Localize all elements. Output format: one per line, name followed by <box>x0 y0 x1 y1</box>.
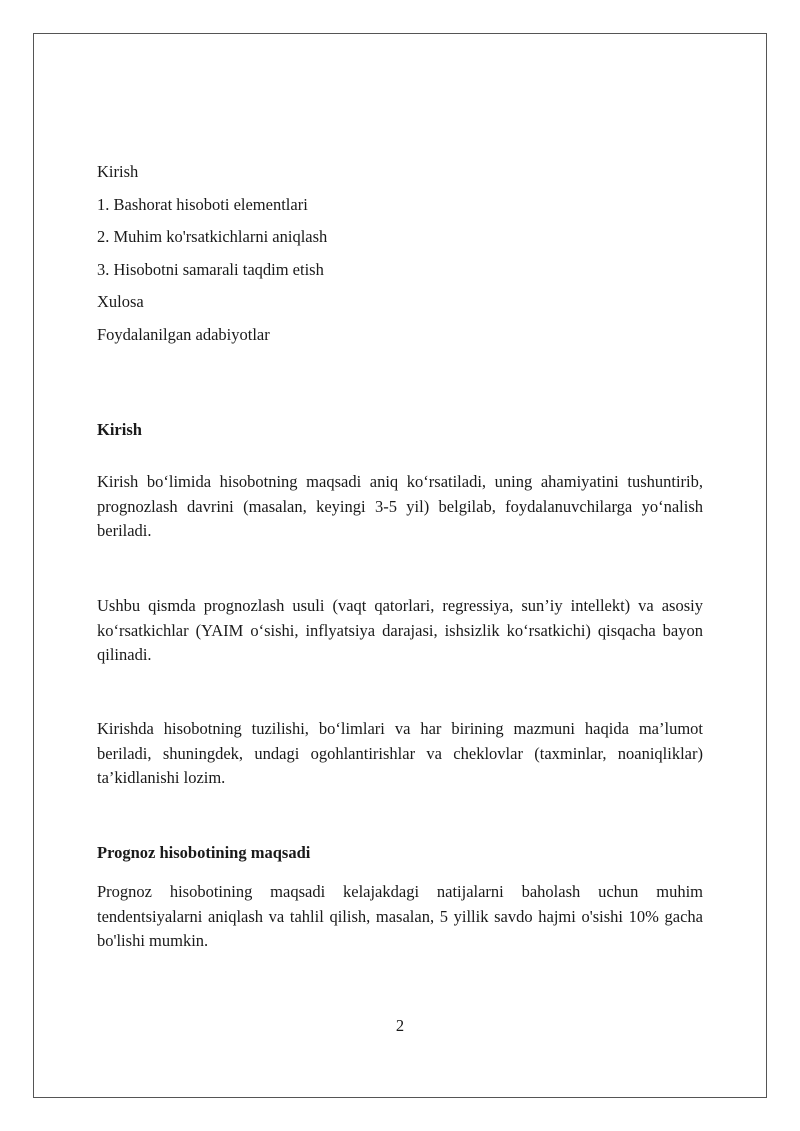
toc-item-section-3: 3. Hisobotni samarali taqdim etish <box>97 259 324 279</box>
toc-item-section-2: 2. Muhim ko'rsatkichlarni aniqlash <box>97 227 328 246</box>
intro-paragraph-2: Ushbu qismda prognozlash usuli (vaqt qatorlari, regressiya, sun’iy intellekt) va asosiy ko‘rsatkichlar (YAIM o‘sishi, inflyatsiya darajasi, ishsizlik ko‘rsatkichi) qisqacha bayon qilinadi. <box>97 596 703 664</box>
toc-item-section-1: 1. Bashorat hisoboti elementlari <box>97 194 308 214</box>
page-number: 2 <box>395 1016 405 1035</box>
intro-heading: Kirish <box>97 420 142 439</box>
toc-item-references: Foydalanilgan adabiyotlar <box>97 324 270 344</box>
intro-paragraph-3: Kirishda hisobotning tuzilishi, bo‘limlari va har birining mazmuni haqida ma’lumot beriladi, shuningdek, undagi ogohlantirishlar va cheklovlar (taxminlar, noaniqliklar) ta’kidlanishi lozim. <box>97 719 703 787</box>
purpose-paragraph-1: Prognoz hisobotining maqsadi kelajakdagi natijalarni baholash uchun muhim tendentsiyalarni aniqlash va tahlil qilish, masalan, 5 yillik savdo hajmi o'sishi 10% gacha bo'lishi mumkin. <box>97 882 703 950</box>
toc-item-conclusion: Xulosa <box>97 292 144 311</box>
table-of-contents <box>97 160 703 355</box>
purpose-heading: Prognoz hisobotining maqsadi <box>97 843 311 862</box>
intro-paragraph-1: Kirish bo‘limida hisobotning maqsadi aniq ko‘rsatiladi, uning ahamiyatini tushuntirib, prognozlash davrini (masalan, keyingi 3-5 yil) belgilab, foydalanuvchilarga yo‘nalish beriladi. <box>97 472 703 540</box>
toc-item-intro: Kirish <box>97 162 139 181</box>
